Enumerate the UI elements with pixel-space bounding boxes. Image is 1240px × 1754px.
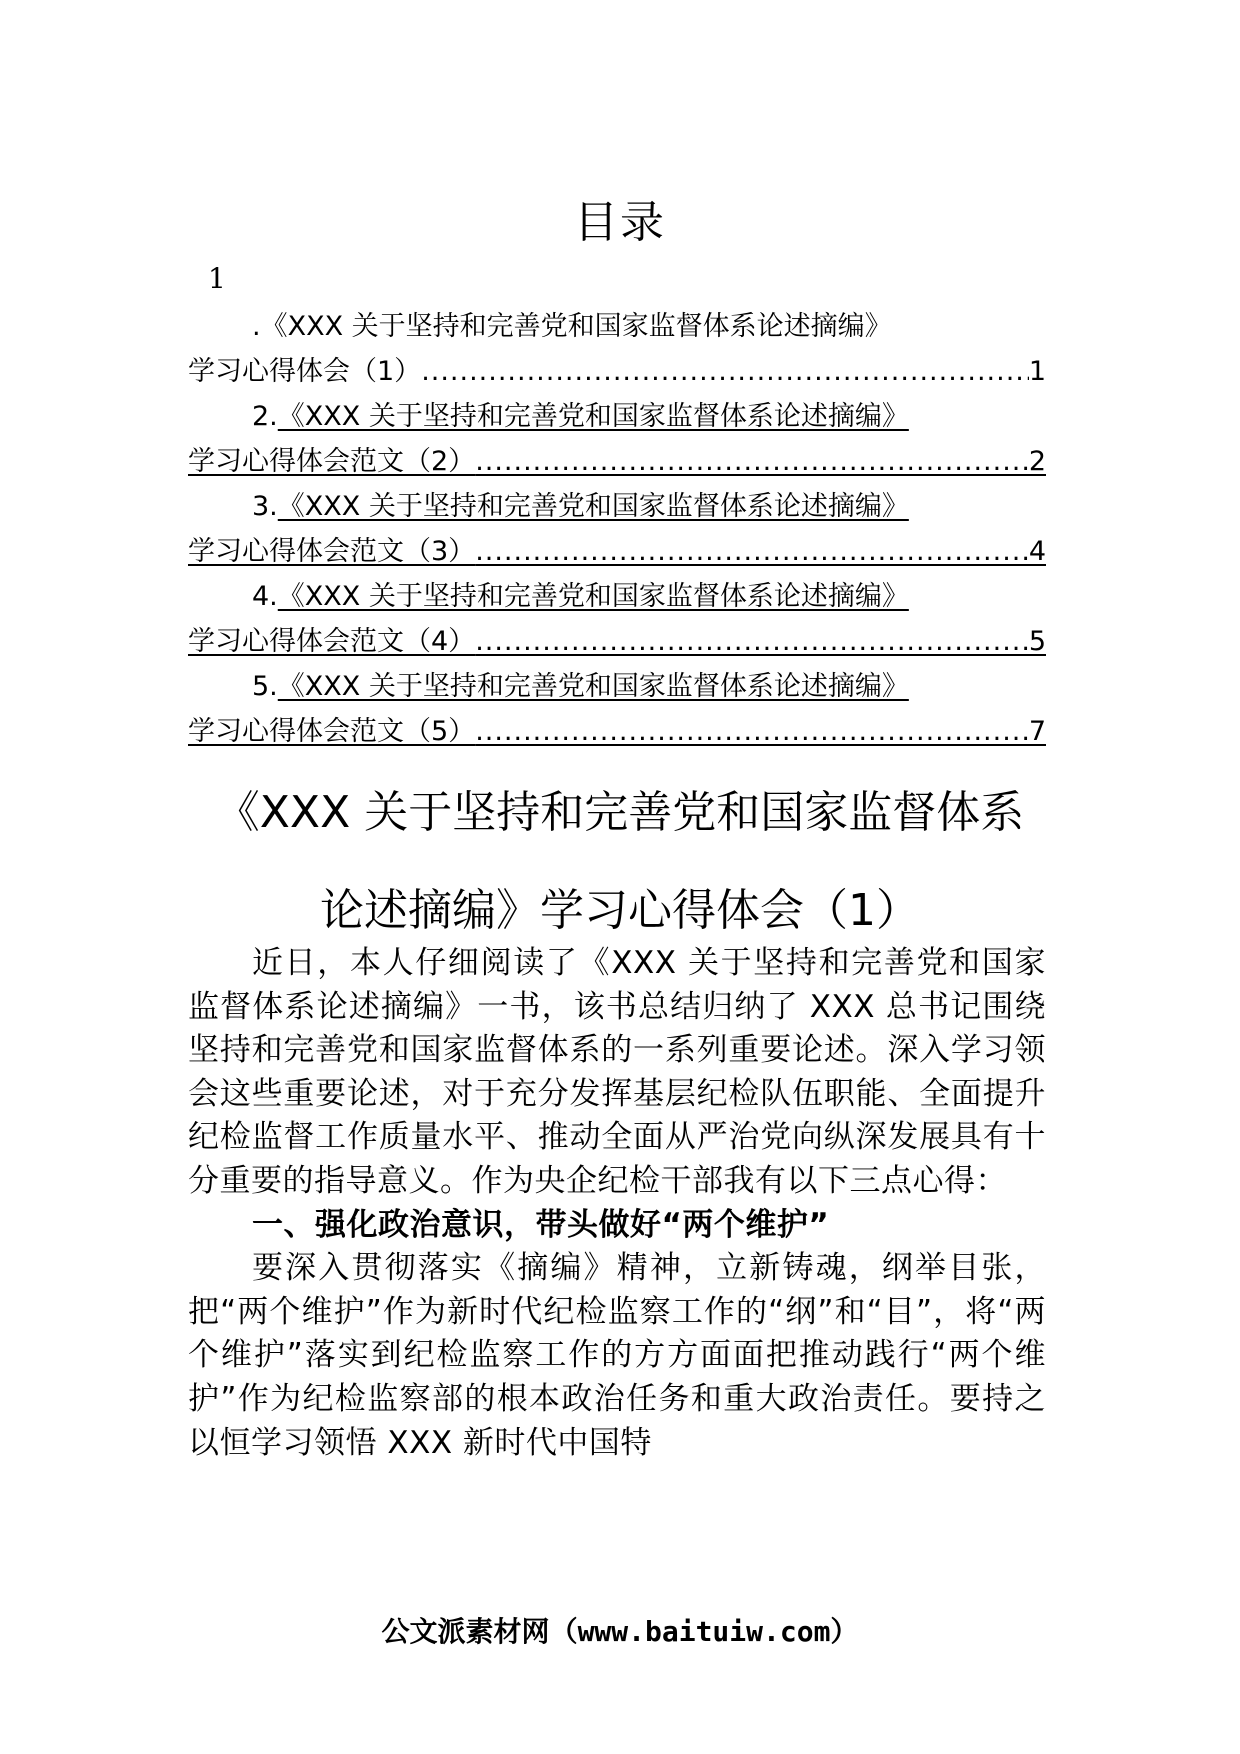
toc-entry-title[interactable]: 《XXX 关于坚持和完善党和国家监督体系论述摘编》 [277,671,909,702]
footer-site-name: 公文派素材网 [381,1615,550,1648]
toc-leader-dots [475,529,1029,574]
toc-entry-2[interactable] [188,394,1046,484]
section-heading: 一、强化政治意识，带头做好“两个维护” [252,1206,830,1243]
toc-entry-5[interactable] [188,664,1046,754]
toc-leader-dots [475,439,1029,484]
toc-entry-number: 2. [252,401,278,432]
toc-entry-4[interactable] [188,574,1046,664]
toc-entry-subtitle[interactable]: 学习心得体会范文（3） [188,536,476,567]
toc-entry-title: .《XXX 关于坚持和完善党和国家监督体系论述摘编》 [252,311,892,342]
toc-page-number: 4 [1028,536,1046,567]
toc-entry-title[interactable]: 《XXX 关于坚持和完善党和国家监督体系论述摘编》 [277,401,909,432]
toc-page-number: 7 [1028,716,1046,747]
toc-leader-dots [475,619,1029,664]
toc-entry-title[interactable]: 《XXX 关于坚持和完善党和国家监督体系论述摘编》 [277,581,909,612]
table-of-contents [188,304,1046,754]
toc-page-number: 1 [1028,356,1046,387]
toc-page-number: 2 [1028,446,1046,477]
toc-entry-number: 4. [252,581,278,612]
article-title-line-2: 论述摘编》学习心得体会（1） [320,885,920,936]
toc-page-number: 5 [1028,626,1046,657]
toc-leader-dots [421,349,1029,394]
article-title-line-1: 《XXX 关于坚持和完善党和国家监督体系 [215,787,1025,838]
toc-entry-1[interactable] [188,304,1046,394]
paragraph: 近日，本人仔细阅读了《XXX 关于坚持和完善党和国家监督体系论述摘编》一书，该书总结归纳了 XXX 总书记围绕坚持和完善党和国家监督体系的一系列重要论述。深入学习领会这些重要论述，对于充分发挥基层纪检队伍职能、全面提升纪检监督工作质量水平、推动全面从严治党向纵深发展具有十分重要的指导意义。作为央企纪检干部我有以下三点心得： [188,945,1046,1199]
toc-entry-subtitle: 学习心得体会（1） [188,356,422,387]
toc-entry-subtitle[interactable]: 学习心得体会范文（4） [188,626,476,657]
toc-entry-subtitle[interactable]: 学习心得体会范文（5） [188,716,476,747]
article-body [188,942,1046,1465]
page-footer [0,1610,1240,1650]
toc-title: 目录 [574,197,666,248]
toc-leader-dots [475,709,1029,754]
toc-entry-title[interactable]: 《XXX 关于坚持和完善党和国家监督体系论述摘编》 [277,491,909,522]
toc-entry-3[interactable] [188,484,1046,574]
toc-entry-number: 3. [252,491,278,522]
toc-entry-subtitle[interactable]: 学习心得体会范文（2） [188,446,476,477]
stray-number: 1 [208,262,226,295]
paragraph: 要深入贯彻落实《摘编》精神，立新铸魂，纲举目张，把“两个维护”作为新时代纪检监察工作的“纲”和“目”，将“两个维护”落实到纪检监察工作的方方面面把推动践行“两个维护”作为纪检监察部的根本政治任务和重大政治责任。要持之以恒学习领悟 XXX 新时代中国特 [188,1250,1046,1461]
toc-entry-number: 5. [252,671,278,702]
footer-url: （www.baituiw.com） [549,1615,859,1648]
